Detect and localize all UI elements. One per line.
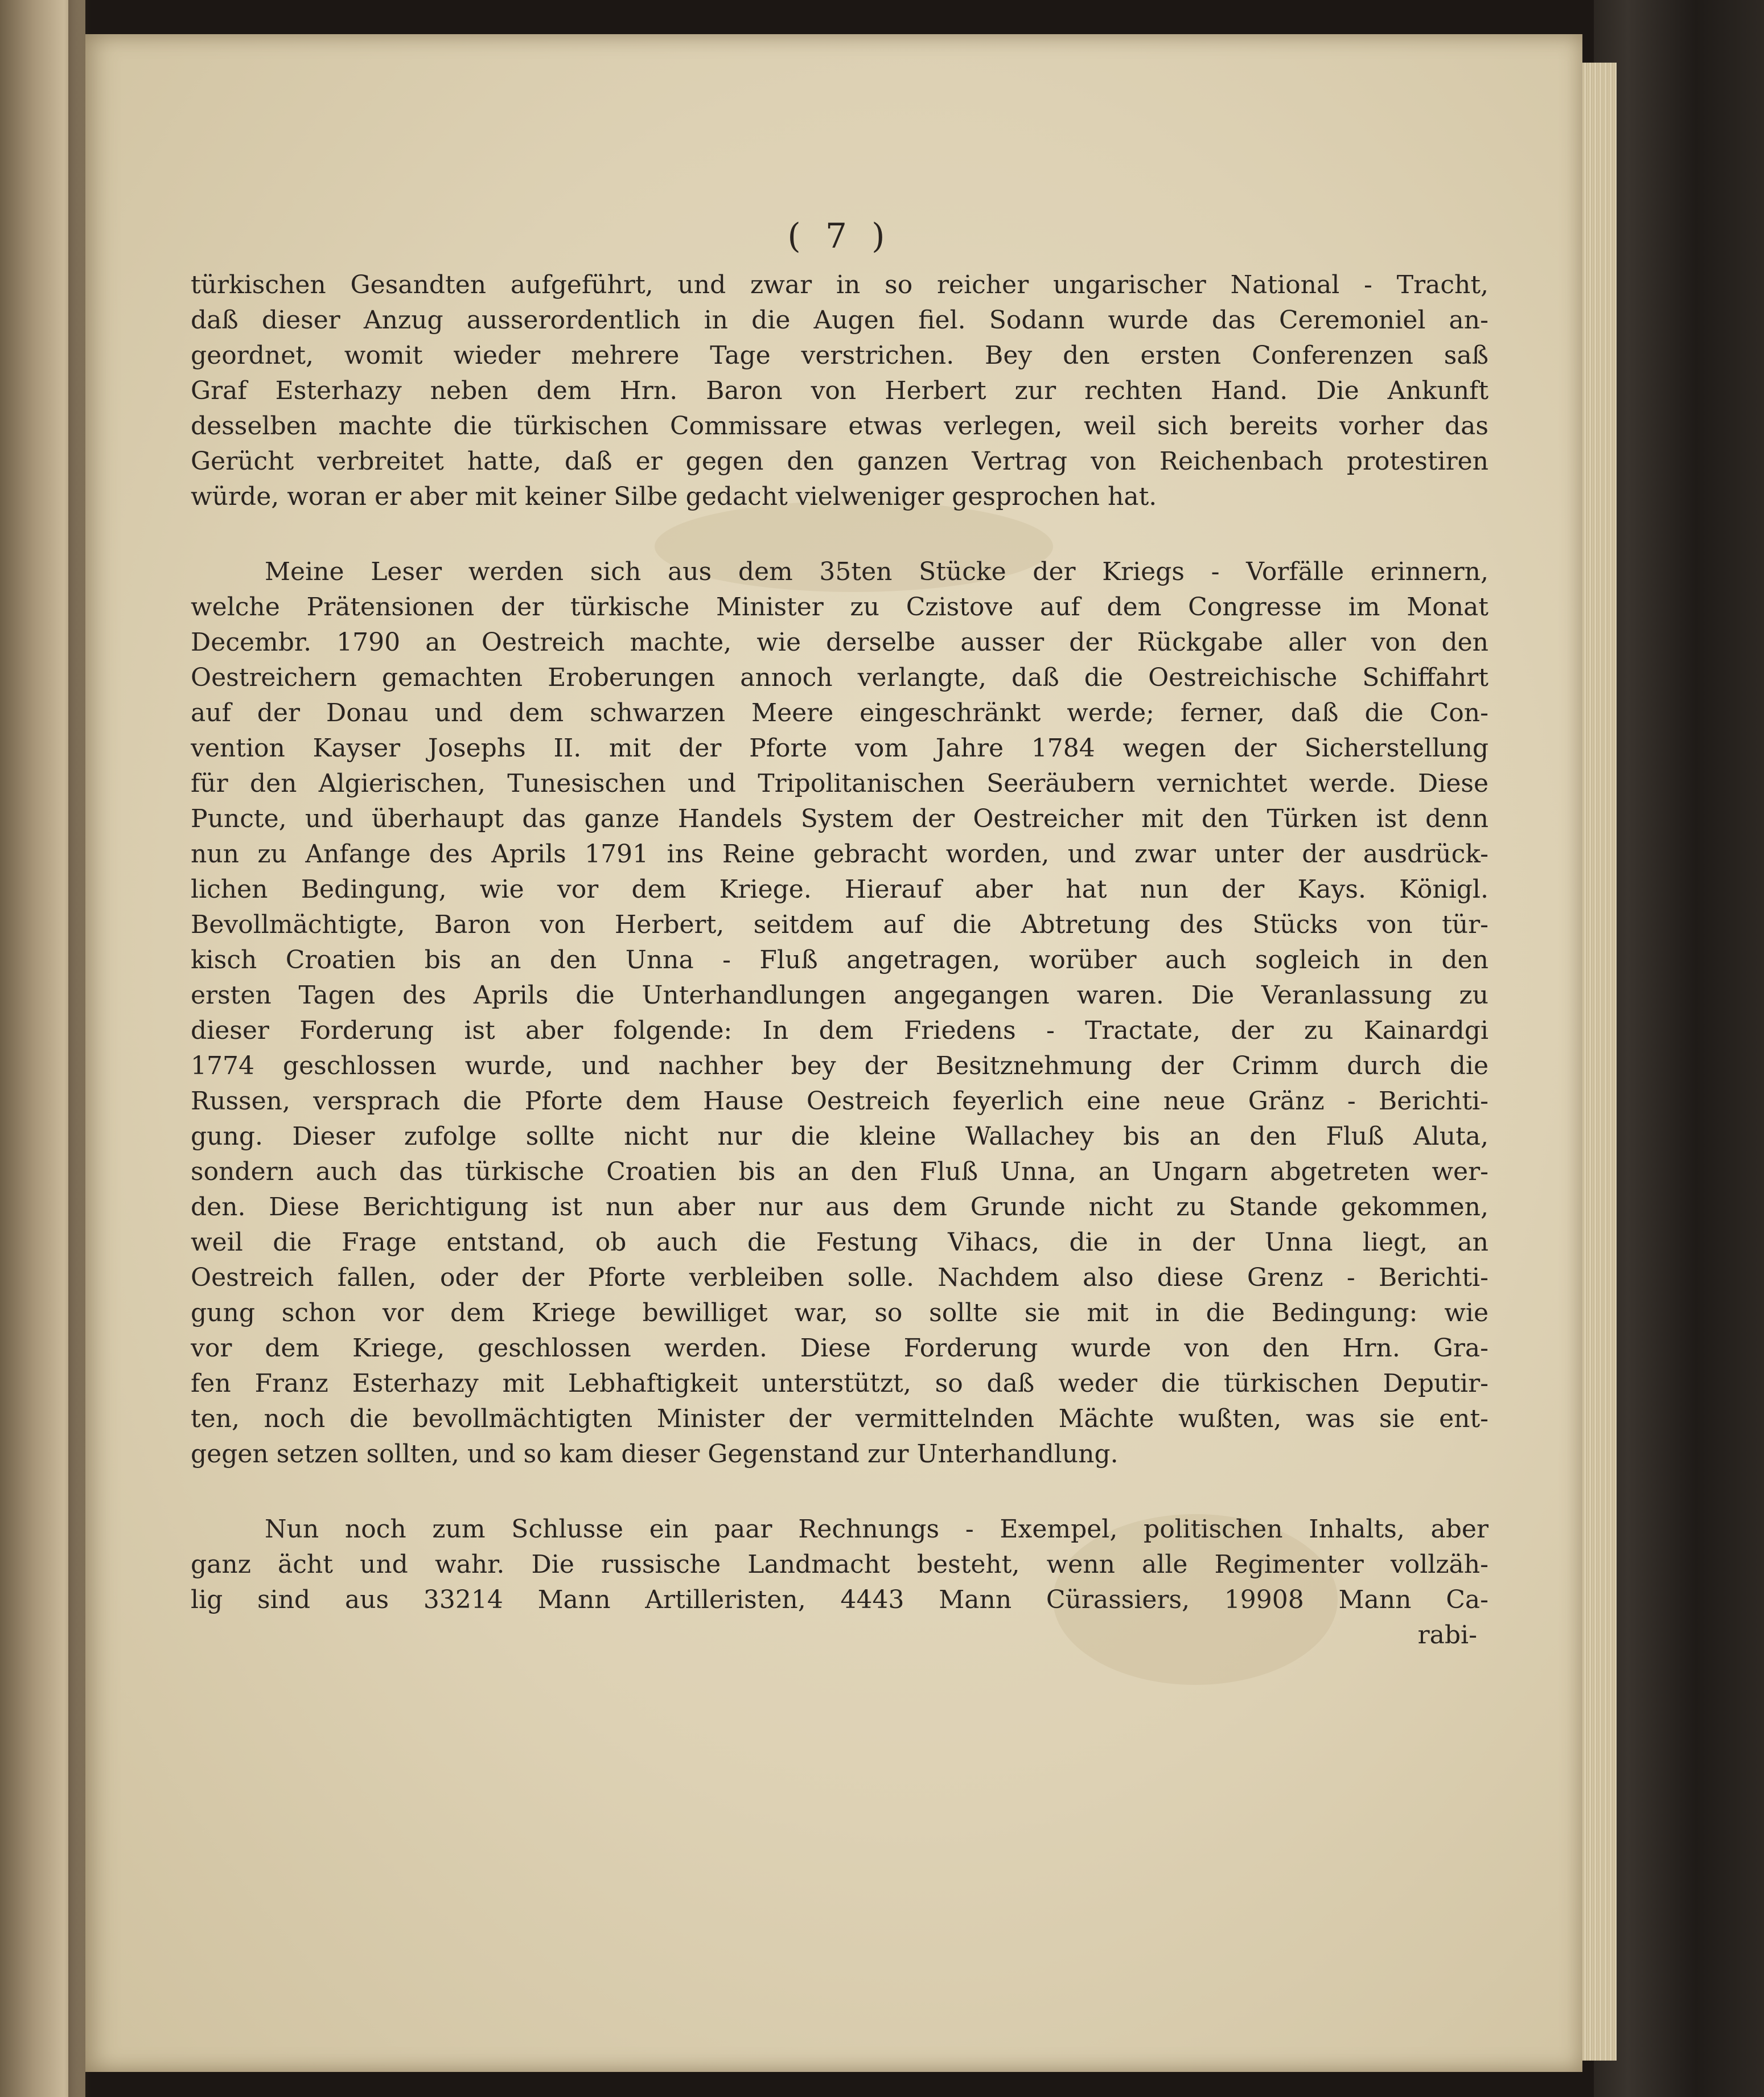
text-line: lichen Bedingung, wie vor dem Kriege. Hierauf aber hat nun der Kays. Königl. [191, 875, 1488, 904]
text-line: ten, noch die bevollmächtigten Minister der vermittelnden Mächte wußten, was sie ent- [191, 1404, 1488, 1433]
text-line: geordnet, womit wieder mehrere Tage verstrichen. Bey den ersten Conferenzen saß [191, 341, 1488, 370]
text-line: vention Kayser Josephs II. mit der Pforte vom Jahre 1784 wegen der Sicherstellung [191, 734, 1488, 763]
text-line: daß dieser Anzug ausserordentlich in die Augen fiel. Sodann wurde das Ceremoniel an- [191, 306, 1488, 335]
text-line: Oestreichern gemachten Eroberungen annoch verlangte, daß die Oestreichische Schiffahrt [191, 663, 1488, 692]
text-line: ersten Tagen des Aprils die Unterhandlungen angegangen waren. Die Veranlassung zu [191, 981, 1488, 1010]
text-line: 1774 geschlossen wurde, und nachher bey der Besitznehmung der Crimm durch die [191, 1051, 1488, 1080]
text-line: für den Algierischen, Tunesischen und Tripolitanischen Seeräubern vernichtet werde. Diese [191, 769, 1488, 798]
text-line: Bevollmächtigte, Baron von Herbert, seitdem auf die Abtretung des Stücks von tür- [191, 910, 1488, 939]
text-line: lig sind aus 33214 Mann Artilleristen, 4443 Mann Cürassiers, 19908 Mann Ca- [191, 1585, 1488, 1614]
text-line: kisch Croatien bis an den Unna - Fluß angetragen, worüber auch sogleich in den [191, 945, 1488, 975]
text-line: Russen, versprach die Pforte dem Hause Oestreich feyerlich eine neue Gränz - Berichti- [191, 1087, 1488, 1116]
text-line: Nun noch zum Schlusse ein paar Rechnungs - Exempel, politischen Inhalts, aber [265, 1515, 1488, 1544]
page-block-edges [1577, 63, 1617, 2061]
text-line: gung schon vor dem Kriege bewilliget war, so sollte sie mit in die Bedingung: wie [191, 1298, 1488, 1327]
book-binding [1594, 0, 1764, 2097]
text-line: dieser Forderung ist aber folgende: In dem Friedens - Tractate, der zu Kainardgi [191, 1016, 1488, 1045]
text-line: welche Prätensionen der türkische Minister zu Czistove auf dem Congresse im Monat [191, 593, 1488, 622]
text-line: den. Diese Berichtigung ist nun aber nur aus dem Grunde nicht zu Stande gekommen, [191, 1193, 1488, 1222]
text-line: Oestreich fallen, oder der Pforte verbleiben solle. Nachdem also diese Grenz - Berichti- [191, 1263, 1488, 1292]
text-line: desselben machte die türkischen Commissare etwas verlegen, weil sich bereits vorher das [191, 412, 1488, 441]
page-number: ( 7 ) [787, 216, 892, 256]
catchword: rabi- [1417, 1621, 1477, 1650]
text-line: Puncte, und überhaupt das ganze Handels System der Oestreicher mit den Türken ist denn [191, 804, 1488, 833]
paragraph-2 [191, 554, 1488, 1472]
text-line: türkischen Gesandten aufgeführt, und zwar in so reicher ungarischer National - Tracht, [191, 270, 1488, 299]
text-line: vor dem Kriege, geschlossen werden. Diese Forderung wurde von den Hrn. Gra- [191, 1334, 1488, 1363]
text-line: Decembr. 1790 an Oestreich machte, wie derselbe ausser der Rückgabe aller von den [191, 628, 1488, 657]
book-page [85, 34, 1582, 2072]
text-line: ganz ächt und wahr. Die russische Landmacht besteht, wenn alle Regimenter vollzäh- [191, 1550, 1488, 1579]
text-line: Graf Esterhazy neben dem Hrn. Baron von Herbert zur rechten Hand. Die Ankunft [191, 376, 1488, 405]
text-line: fen Franz Esterhazy mit Lebhaftigkeit unterstützt, so daß weder die türkischen Deputir- [191, 1369, 1488, 1398]
text-line: sondern auch das türkische Croatien bis an den Fluß Unna, an Ungarn abgetreten wer- [191, 1157, 1488, 1186]
text-line: auf der Donau und dem schwarzen Meere eingeschränkt werde; ferner, daß die Con- [191, 698, 1488, 727]
text-line: nun zu Anfange des Aprils 1791 ins Reine gebracht worden, und zwar unter der ausdrück- [191, 840, 1488, 869]
text-line: gegen setzen sollten, und so kam dieser Gegenstand zur Unterhandlung. [191, 1440, 1119, 1469]
text-line: Meine Leser werden sich aus dem 35ten Stücke der Kriegs - Vorfälle erinnern, [265, 557, 1488, 586]
paragraph-1 [191, 268, 1488, 515]
page-text [191, 211, 1488, 1653]
text-line: weil die Frage entstand, ob auch die Festung Vihacs, die in der Unna liegt, an [191, 1228, 1488, 1257]
text-line: Gerücht verbreitet hatte, daß er gegen den ganzen Vertrag von Reichenbach protestiren [191, 447, 1488, 476]
text-line: würde, woran er aber mit keiner Silbe gedacht vielweniger gesprochen hat. [191, 482, 1157, 511]
text-line: gung. Dieser zufolge sollte nicht nur die kleine Wallachey bis an den Fluß Aluta, [191, 1122, 1488, 1151]
paragraph-3 [191, 1512, 1488, 1618]
